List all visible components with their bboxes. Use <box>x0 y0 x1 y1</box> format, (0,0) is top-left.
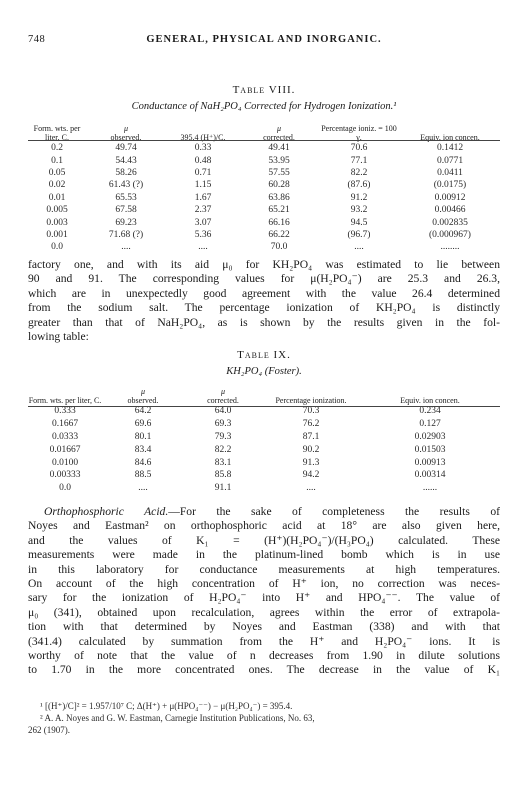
table-cell: 80.1 <box>134 431 152 442</box>
table-cell: .... <box>138 483 148 494</box>
table-9-caption: Table IX. <box>237 349 291 361</box>
table-cell: 0.127 <box>419 419 441 430</box>
table-cell: 3.07 <box>194 217 212 228</box>
table-cell: 94.2 <box>302 470 320 481</box>
table-row <box>28 443 500 456</box>
table-cell: 0.001 <box>46 229 68 240</box>
table8-header-symbol: μ <box>276 124 281 133</box>
table-cell: 0.00333 <box>49 470 81 481</box>
table-cell: 0.2 <box>51 143 63 154</box>
running-title: GENERAL, PHYSICAL AND INORGANIC. <box>146 34 382 45</box>
table-cell: 0.0100 <box>51 457 79 468</box>
table-cell: 49.74 <box>115 143 137 154</box>
table9-header-label: Equiv. ion concen. <box>400 396 460 405</box>
table8-header-symbol: μ <box>123 124 128 133</box>
running-header <box>28 34 500 48</box>
text-line: μ₀ (341), obtained upon recalculation, agrees within the error of extrapola- <box>28 605 500 619</box>
table9-header-symbol: μ <box>140 387 145 396</box>
text-line: 90 and 91. The corresponding values for μ(H₂PO₄⁻) are 25.3 and 26.3, <box>28 272 500 286</box>
table9-header-label: Form. wts. per liter, C. <box>28 396 102 405</box>
table9-header-label: corrected. <box>207 396 239 405</box>
table-cell: 54.43 <box>115 155 137 166</box>
table-cell: 93.2 <box>350 205 368 216</box>
table-cell: 57.55 <box>268 167 290 178</box>
table-row <box>28 469 500 482</box>
table-row <box>28 241 500 253</box>
table8-header-0 <box>28 115 86 142</box>
table-row <box>28 431 500 444</box>
table-9-header-row <box>28 381 500 405</box>
table-row <box>28 154 500 166</box>
table8-header-2 <box>166 115 240 142</box>
table-cell: 66.16 <box>268 217 290 228</box>
table9-header-symbol: μ <box>220 387 225 396</box>
text-line: greater than that of NaH₂PO₄, as is shown by the results given in the fol- <box>28 315 500 329</box>
table-cell: 0.1667 <box>51 419 79 430</box>
table-cell: 0.1 <box>51 155 63 166</box>
table-cell: 0.00466 <box>434 205 466 216</box>
table-cell: 94.5 <box>350 217 368 228</box>
table-cell: 82.2 <box>214 444 232 455</box>
table8-header-label: corrected. <box>263 133 295 142</box>
table8-header-label: Equiv. ion concen. <box>420 133 480 142</box>
table-cell: 87.1 <box>302 431 320 442</box>
table9-header-label: Percentage ionization. <box>275 396 347 405</box>
table-row <box>28 418 500 431</box>
table-cell: (96.7) <box>347 229 371 240</box>
table-cell: ...... <box>422 483 438 494</box>
table-cell: 0.00913 <box>414 457 446 468</box>
table-cell: 88.5 <box>134 470 152 481</box>
table-cell: 91.2 <box>350 192 368 203</box>
table-cell: 1.67 <box>194 192 212 203</box>
table-cell: 0.01 <box>48 192 66 203</box>
table-cell: 0.0 <box>51 242 63 253</box>
text-line: measurements were made in the platinum-lined bomb which is in use <box>28 548 500 562</box>
table-8-rule <box>28 140 500 141</box>
table8-header-label: Percentage ioniz. = 100 γ. <box>321 124 397 142</box>
table8-header-4 <box>318 115 400 142</box>
table-cell: 65.53 <box>115 192 137 203</box>
table-cell: 0.33 <box>194 143 212 154</box>
table-cell: .... <box>306 483 316 494</box>
table8-header-label: 395.4 (H⁺)/C. <box>180 133 226 142</box>
text-line: Noyes and Eastman² on orthophosphoric acid at 18° are also given here, <box>28 519 500 533</box>
table-cell: 67.58 <box>115 205 137 216</box>
section-heading: Orthophosphoric Acid. <box>44 505 169 518</box>
table-cell: 70.6 <box>350 143 368 154</box>
table9-header-2 <box>184 381 262 405</box>
table-cell: 70.0 <box>270 242 288 253</box>
table-8 <box>28 115 500 254</box>
table8-header-label: Form. wts. per liter, C. <box>33 124 81 142</box>
table-cell: 63.86 <box>268 192 290 203</box>
table9-header-symbol <box>262 387 360 396</box>
table9-header-3 <box>262 381 360 405</box>
table-cell: 0.01667 <box>49 444 81 455</box>
table-cell: ........ <box>440 242 460 253</box>
table-cell: 0.00314 <box>414 470 446 481</box>
table-cell: 0.71 <box>194 167 212 178</box>
table-cell: 58.26 <box>115 167 137 178</box>
paragraph-1 <box>28 258 500 344</box>
table9-header-0 <box>28 381 102 405</box>
table-cell: 0.02 <box>48 180 66 191</box>
table-cell: (0.0175) <box>433 180 467 191</box>
table-cell: 0.0411 <box>437 167 463 178</box>
table-row <box>28 179 500 191</box>
table-cell: 0.0771 <box>436 155 464 166</box>
table-cell: 66.22 <box>268 229 290 240</box>
table8-header-symbol <box>166 124 240 133</box>
table-cell: 82.2 <box>350 167 368 178</box>
table-cell: 69.23 <box>115 217 137 228</box>
text-line: tion with that determined by Noyes and Eastman (338) and with that <box>28 620 500 634</box>
table8-header-symbol <box>28 115 86 124</box>
table-cell: 77.1 <box>350 155 368 166</box>
paragraph-2 <box>28 505 500 678</box>
table-cell: 76.2 <box>302 419 320 430</box>
table-cell: .... <box>198 242 208 253</box>
table-cell: 65.21 <box>268 205 290 216</box>
table-cell: 69.6 <box>134 419 152 430</box>
table8-header-1 <box>86 115 166 142</box>
footnote-line: ² A. A. Noyes and G. W. Eastman, Carnegie Institution Publications, No. 63, <box>40 713 315 723</box>
text-line: worthy of note that the value of n decreases from 1.90 in dilute solutions <box>28 648 500 662</box>
table-row <box>28 204 500 216</box>
table-cell: (0.000967) <box>429 229 471 240</box>
table-9-subtitle: KH₂PO₄ (Foster). <box>226 366 302 377</box>
table-row <box>28 456 500 469</box>
table8-header-5 <box>400 115 500 142</box>
table-cell: 64.0 <box>214 406 232 417</box>
table-cell: 91.3 <box>302 457 320 468</box>
table-cell: 71.68 (?) <box>108 229 144 240</box>
table-cell: 69.3 <box>214 419 232 430</box>
table-cell: 83.1 <box>214 457 232 468</box>
table-row <box>28 482 500 495</box>
table-cell: 0.005 <box>46 205 68 216</box>
table9-header-symbol <box>28 387 102 396</box>
text-line: factory one, and with its aid μ₀ for KH₂PO₄ was estimated to lie between <box>28 258 500 271</box>
page-number: 748 <box>28 34 46 45</box>
table-cell: 70.3 <box>302 406 320 417</box>
text-line: lowing table: <box>28 329 89 343</box>
table-cell: 53.95 <box>268 155 290 166</box>
footnotes <box>28 700 500 736</box>
table9-header-1 <box>102 381 184 405</box>
table8-header-label: observed. <box>110 133 142 142</box>
table-cell: 84.6 <box>134 457 152 468</box>
table-cell: 79.3 <box>214 431 232 442</box>
table-row <box>28 192 500 204</box>
table-cell: 0.48 <box>194 155 212 166</box>
table-cell: 0.003 <box>46 217 68 228</box>
table8-header-3 <box>240 115 318 142</box>
footnote-line: ¹ [(H⁺)/C]² = 1.957/10⁷ C; Δ(H⁺) + μ(HPO₄⁻⁻) − μ(H₂PO₄⁻) = 395.4. <box>40 701 293 711</box>
table-cell: 61.43 (?) <box>108 180 144 191</box>
table-8-caption: Table VIII. <box>232 84 296 96</box>
table8-header-symbol <box>400 124 500 133</box>
table-cell: (87.6) <box>347 180 371 191</box>
table-cell: 83.4 <box>134 444 152 455</box>
table-cell: 0.234 <box>419 406 441 417</box>
table-cell: 91.1 <box>214 483 232 494</box>
table-cell: 0.00912 <box>434 192 466 203</box>
table-8-header-row <box>28 115 500 142</box>
table9-header-label: observed. <box>127 396 159 405</box>
table-cell: 0.02903 <box>414 431 446 442</box>
table-row <box>28 229 500 241</box>
text-line: Orthophosphoric Acid.—For the sake of completeness the results of <box>44 505 500 518</box>
table-cell: 0.002835 <box>432 217 468 228</box>
text-line: sary for the ionization of H₂PO₄⁻ into H⁺ and HPO₄⁻⁻. The value of <box>28 591 500 605</box>
table-cell: 0.1412 <box>436 143 464 154</box>
table-8-subtitle: Conductance of NaH₂PO₄ Corrected for Hydrogen Ionization.¹ <box>131 101 397 112</box>
table-cell: 1.15 <box>194 180 212 191</box>
table-cell: 0.05 <box>48 167 66 178</box>
table-cell: 90.2 <box>302 444 320 455</box>
table-cell: 60.28 <box>268 180 290 191</box>
table-cell: 0.0333 <box>51 431 79 442</box>
table-cell: 0.0 <box>59 483 71 494</box>
text-line: which are in unexpectedly good agreement with the value 26.4 determined <box>28 286 500 300</box>
table-cell: 2.37 <box>194 205 212 216</box>
text-line: and the values of K₁ = (H⁺)(H₂PO₄⁻)/(H₃PO₄) calculated. These <box>28 533 500 547</box>
table-cell: 64.2 <box>134 406 152 417</box>
table-cell: 5.36 <box>194 229 212 240</box>
table-9-rule <box>28 406 500 407</box>
table8-header-symbol <box>318 115 400 124</box>
text-line: (341.4) calculated by summation from the H⁺ and H₂PO₄⁻ ions. It is <box>28 634 500 648</box>
footnote-line: 262 (1907). <box>28 725 70 735</box>
table-cell: 49.41 <box>268 143 290 154</box>
text-line: to 1.70 in the more concentrated ones. The decrease in the value of K₁ <box>28 663 500 677</box>
text-line: On account of the high concentration of H⁺ ion, no correction was neces- <box>28 576 500 590</box>
table-row <box>28 216 500 228</box>
table-cell: 0.333 <box>54 406 76 417</box>
table-cell: 0.01503 <box>414 444 446 455</box>
table9-header-symbol <box>360 387 500 396</box>
table-cell: 85.8 <box>214 470 232 481</box>
table9-header-4 <box>360 381 500 405</box>
table-row <box>28 167 500 179</box>
table-row <box>28 142 500 154</box>
table-9 <box>28 381 500 495</box>
table-cell: .... <box>354 242 364 253</box>
text-line: from the sodium salt. The percentage ionization of KH₂PO₄ is distinctly <box>28 301 500 315</box>
table-cell: .... <box>121 242 131 253</box>
text-line: in this laboratory for conductance measurements at high temperatures. <box>28 562 500 576</box>
